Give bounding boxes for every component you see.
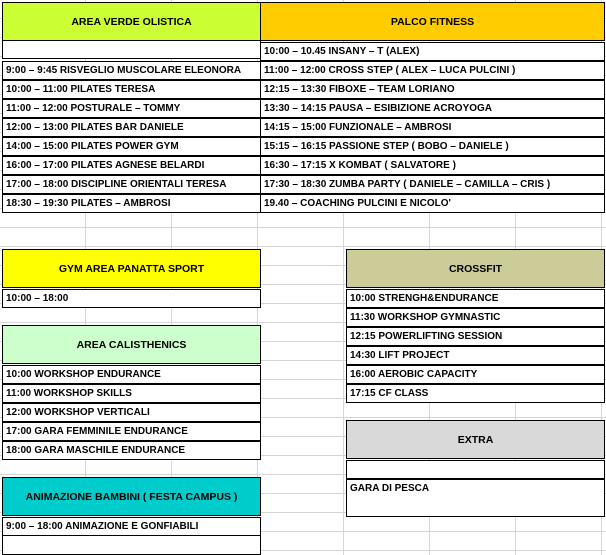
- list-item: 12:15 – 13:30 FIBOXE – TEAM LORIANO: [260, 80, 605, 99]
- extra-title: EXTRA: [457, 433, 494, 446]
- list-item: 18:30 – 19:30 PILATES – AMBROSI: [2, 194, 261, 213]
- list-item: 17:15 CF CLASS: [346, 384, 605, 403]
- gym-area-header: [2, 249, 261, 288]
- list-item: 16:00 – 17:00 PILATES AGNESE BELARDI: [2, 156, 261, 175]
- list-item: 18:00 GARA MASCHILE ENDURANCE: [2, 441, 261, 460]
- animazione-title: ANIMAZIONE BAMBINI ( FESTA CAMPUS ): [25, 490, 238, 503]
- list-item: 14:30 LIFT PROJECT: [346, 346, 605, 365]
- crossfit-header: [346, 249, 605, 288]
- list-item: 16:00 AEROBIC CAPACITY: [346, 365, 605, 384]
- empty-cell: [346, 497, 605, 517]
- list-item: 13:30 – 14:15 PAUSA – ESIBIZIONE ACROYOGA: [260, 99, 605, 118]
- list-item: 14:15 – 15:00 FUNZIONALE – AMBROSI: [260, 118, 605, 137]
- palco-fitness-header: [260, 2, 605, 41]
- extra-header: [346, 420, 605, 459]
- area-verde-header: [2, 2, 261, 41]
- list-item: 10:00 STRENGH&ENDURANCE: [346, 289, 605, 308]
- list-item: 11:00 WORKSHOP SKILLS: [2, 384, 261, 403]
- list-item: 15:15 – 16:15 PASSIONE STEP ( BOBO – DANIELE ): [260, 137, 605, 156]
- list-item: 17:00 – 18:00 DISCIPLINE ORIENTALI TERESA: [2, 175, 261, 194]
- list-item: 11:00 – 12:00 CROSS STEP ( ALEX – LUCA PULCINI ): [260, 61, 605, 80]
- list-item: 10:00 WORKSHOP ENDURANCE: [2, 365, 261, 384]
- list-item: 10:00 – 11:00 PILATES TERESA: [2, 80, 261, 99]
- crossfit-title: CROSSFIT: [448, 262, 503, 275]
- list-item: 17:30 – 18:30 ZUMBA PARTY ( DANIELE – CAMILLA – CRIS ): [260, 175, 605, 194]
- list-item: 14:00 – 15:00 PILATES POWER GYM: [2, 137, 261, 156]
- list-item: 19.40 – COACHING PULCINI E NICOLO': [260, 194, 605, 213]
- list-item: 9:00 – 9:45 RISVEGLIO MUSCOLARE ELEONORA: [2, 61, 261, 80]
- empty-cell: [2, 535, 261, 555]
- calisthenics-title: AREA CALISTHENICS: [76, 338, 187, 351]
- list-item: 10:00 – 18:00: [2, 289, 261, 308]
- list-item: 16:30 – 17:15 X KOMBAT ( SALVATORE ): [260, 156, 605, 175]
- list-item: [2, 40, 261, 59]
- list-item: [346, 460, 605, 479]
- list-item: 11:00 – 12:00 POSTURALE – TOMMY: [2, 99, 261, 118]
- list-item: 12:00 – 13:00 PILATES BAR DANIELE: [2, 118, 261, 137]
- list-item: GARA DI PESCA: [346, 479, 605, 498]
- list-item: 10:00 – 10.45 INSANY – T (ALEX): [260, 42, 605, 61]
- list-item: 11:30 WORKSHOP GYMNASTIC: [346, 308, 605, 327]
- calisthenics-header: [2, 325, 261, 364]
- list-item: 9:00 – 18:00 ANIMAZIONE E GONFIABILI: [2, 517, 261, 536]
- palco-fitness-title: PALCO FITNESS: [390, 15, 475, 28]
- list-item: 12:00 WORKSHOP VERTICALI: [2, 403, 261, 422]
- gym-area-title: GYM AREA PANATTA SPORT: [58, 262, 205, 275]
- area-verde-title: AREA VERDE OLISTICA: [71, 15, 192, 28]
- animazione-header: [2, 477, 261, 516]
- list-item: 17:00 GARA FEMMINILE ENDURANCE: [2, 422, 261, 441]
- list-item: 12:15 POWERLIFTING SESSION: [346, 327, 605, 346]
